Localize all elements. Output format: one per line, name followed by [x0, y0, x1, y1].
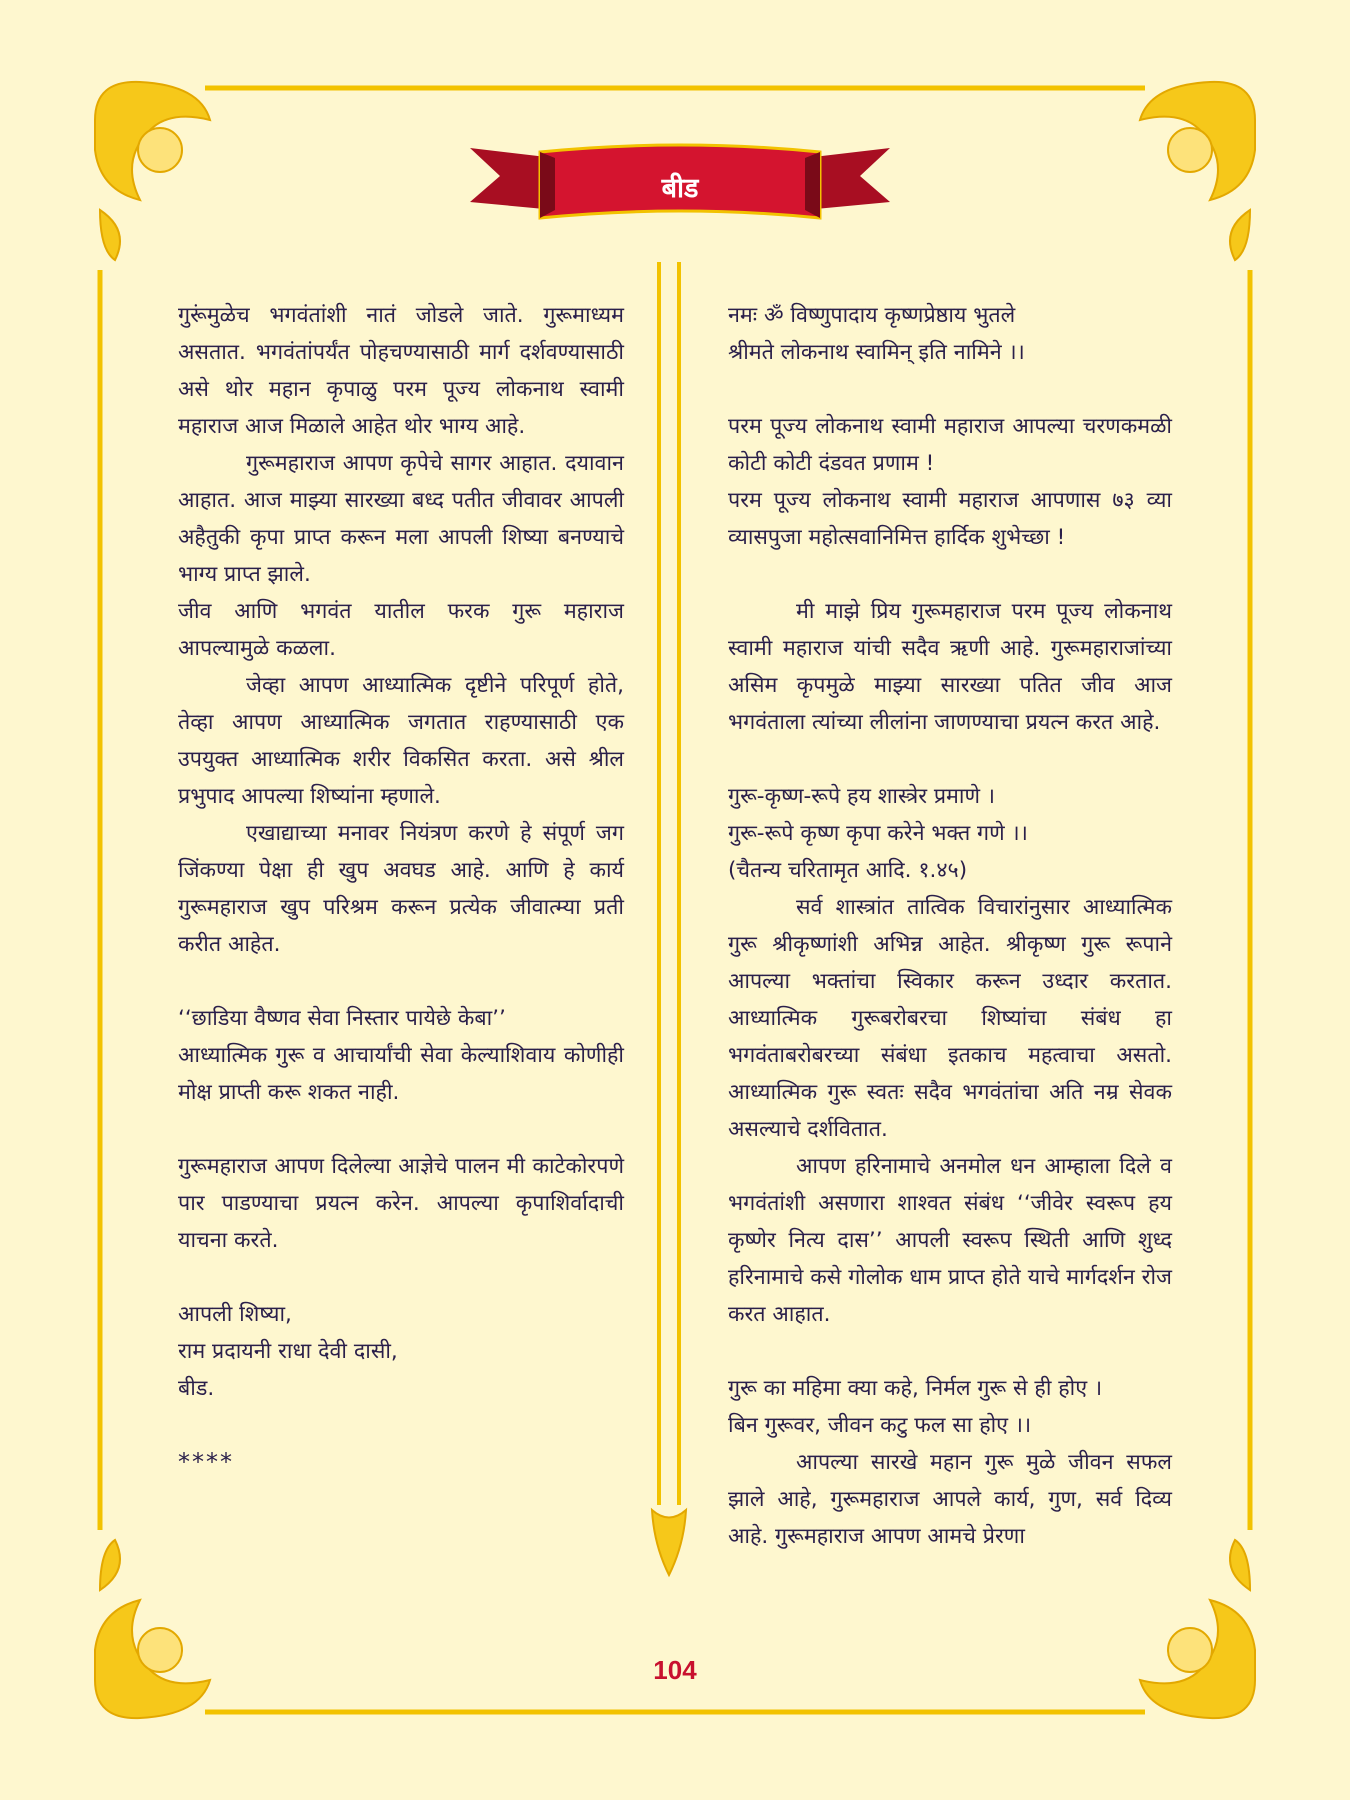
page-title: बीड	[661, 173, 699, 204]
corner-ornament-top-right-icon	[1140, 82, 1255, 260]
paragraph: जीव आणि भगवंत यातील फरक गुरू महाराज आपल्यामुळे कळला.	[178, 599, 624, 661]
verse-line: गुरू-कृष्ण-रूपे हय शास्त्रेर प्रमाणे ।	[728, 784, 996, 809]
paragraph: आपल्या सारखे महान गुरू मुळे जीवन सफल झाले आहे, गुरूमहाराज आपले कार्य, गुण, सर्व दिव्य आहे. गुरूमहाराज आपण आमचे प्रेरणा	[728, 1450, 1172, 1549]
paragraph: गुरूंमुळेच भगवंतांशी नातं जोडले जाते. गुरूमाध्यम असतात. भगवंतांपर्यंत पोहचण्यासाठी मार्ग दर्शवण्यासाठी असे थोर महान कृपाळु परम पूज्य लोकनाथ स्वामी महाराज आज मिळाले आहेत थोर भाग्य आहे.	[178, 303, 624, 439]
paragraph: आध्यात्मिक गुरू व आचार्यांची सेवा केल्याशिवाय कोणीही मोक्ष प्राप्ती करू शकत नाही.	[178, 1043, 624, 1105]
corner-ornament-bottom-right-icon	[1140, 1540, 1255, 1718]
verse-line: बिन गुरूवर, जीवन कटु फल सा होए ।।	[728, 1413, 1032, 1438]
paragraph: परम पूज्य लोकनाथ स्वामी महाराज आपणास ७३ व्या व्यासपुजा महोत्सवानिमित्त हार्दिक शुभेच्छा !	[728, 488, 1172, 550]
signature-line: आपली शिष्या,	[178, 1302, 292, 1327]
paragraph: जेव्हा आपण आध्यात्मिक दृष्टीने परिपूर्ण होते, तेव्हा आपण आध्यात्मिक जगतात राहण्यासाठी एक उपयुक्त आध्यात्मिक शरीर विकसित करता. असे श्रील प्रभुपाद आपल्या शिष्यांना म्हणाले.	[178, 673, 624, 809]
page-number: 104	[653, 1655, 697, 1685]
verse-line: श्रीमते लोकनाथ स्वामिन् इति नामिने ।।	[728, 340, 1025, 365]
verse-line: गुरू-रूपे कृष्ण कृपा करेने भक्त गणे ।।	[728, 821, 1028, 846]
paragraph: गुरूमहाराज आपण दिलेल्या आज्ञेचे पालन मी काटेकोरपणे पार पाडण्याचा प्रयत्न करेन. आपल्या कृपाशिर्वादाची याचना करते.	[178, 1154, 624, 1253]
corner-ornament-top-left-icon	[95, 82, 210, 260]
paragraph: मी माझे प्रिय गुरूमहाराज परम पूज्य लोकनाथ स्वामी महाराज यांची सदैव ऋणी आहे. गुरूमहाराजांच्या असिम कृपमुळे माझ्या सारख्या पतित जीव आज भगवंताला त्यांच्या लीलांना जाणण्याचा प्रयत्न करत आहे.	[728, 599, 1172, 735]
right-column	[728, 297, 1172, 1555]
column-divider	[659, 262, 679, 1505]
quote-line: ‘‘छाडिया वैष्णव सेवा निस्तार पायेछे केबा’’	[178, 1006, 506, 1031]
paragraph: परम पूज्य लोकनाथ स्वामी महाराज आपल्या चरणकमळी कोटी कोटी दंडवत प्रणाम !	[728, 414, 1172, 476]
paragraph: आपण हरिनामाचे अनमोल धन आम्हाला दिले व भगवंतांशी असणारा शाश्वत संबंध ‘‘जीवेर स्वरूप हय कृष्णेर नित्य दास’’ आपली स्वरूप स्थिती आणि शुध्द हरिनामाचे कसे गोलोक धाम प्राप्त होते याचे मार्गदर्शन रोज करत आहात.	[728, 1154, 1172, 1327]
verse-line: गुरू का महिमा क्या कहे, निर्मल गुरू से ही होए ।	[728, 1376, 1103, 1401]
end-stars: ****	[178, 1448, 234, 1476]
verse-line: नमः ॐ विष्णुपादाय कृष्णप्रेष्ठाय भुतले	[728, 303, 1016, 328]
divider-drop-icon	[652, 1510, 686, 1575]
signature-line: बीड.	[178, 1376, 215, 1401]
signature-line: राम प्रदायनी राधा देवी दासी,	[178, 1339, 398, 1364]
paragraph: सर्व शास्त्रांत तात्विक विचारांनुसार आध्यात्मिक गुरू श्रीकृष्णांशी अभिन्न आहेत. श्रीकृष्ण गुरू रूपाने आपल्या भक्तांचा स्विकार करून उध्दार करतात. आध्यात्मिक गुरूबरोबरचा शिष्यांचा संबंध हा भगवंताबरोबरच्या संबंधा इतकाच महत्वाचा असतो. आध्यात्मिक गुरू स्वतः सदैव भगवंतांचा अति नम्र सेवक असल्याचे दर्शवितात.	[728, 895, 1172, 1142]
paragraph: गुरूमहाराज आपण कृपेचे सागर आहात. दयावान आहात. आज माझ्या सारख्या बध्द पतीत जीवावर आपली अहैतुकी कृपा प्राप्त करून मला आपली शिष्या बनण्याचे भाग्य प्राप्त झाले.	[178, 451, 624, 587]
left-column	[178, 297, 624, 1481]
paragraph: एखाद्याच्या मनावर नियंत्रण करणे हे संपूर्ण जग जिंकण्या पेक्षा ही खुप अवघड आहे. आणि हे कार्य गुरूमहाराज खुप परिश्रम करून प्रत्येक जीवात्म्या प्रती करीत आहेत.	[178, 821, 624, 957]
corner-ornament-bottom-left-icon	[95, 1540, 210, 1718]
verse-citation: (चैतन्य चरितामृत आदि. १.४५)	[728, 858, 968, 883]
